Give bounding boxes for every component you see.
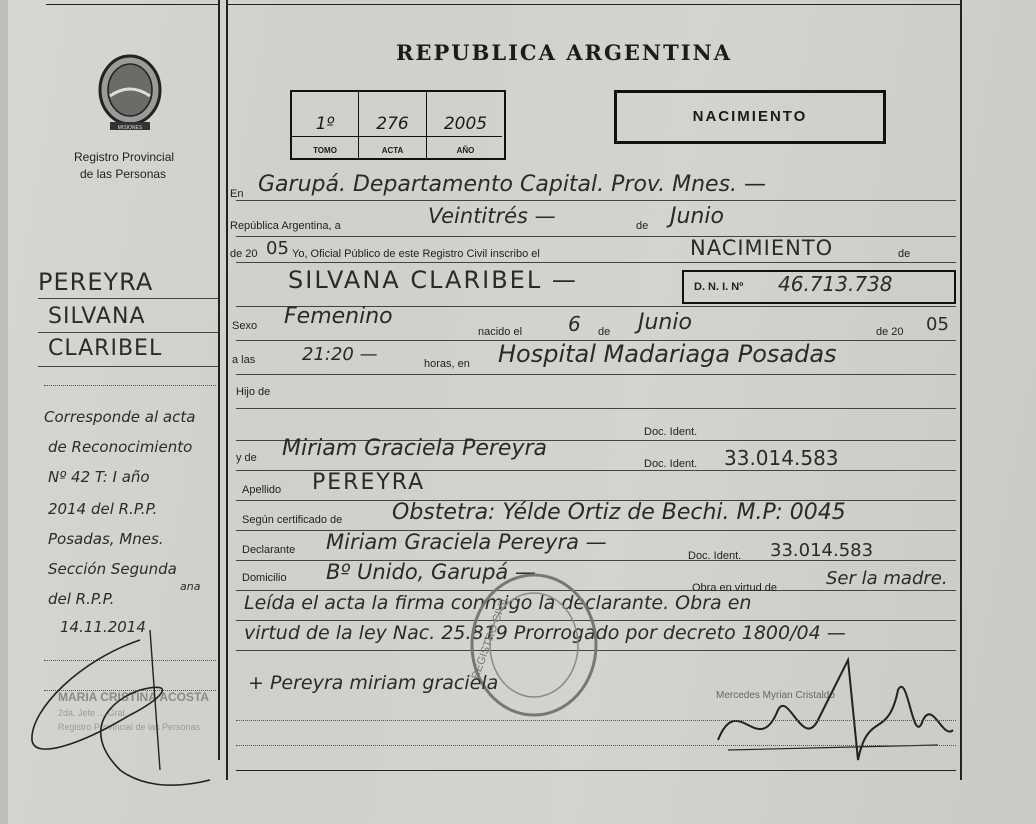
margin-rule [38, 298, 218, 299]
ano-label: AÑO [456, 146, 475, 155]
birth-certificate-page [8, 0, 1036, 824]
ano-cell [427, 92, 504, 158]
time-value: 21:20 — [302, 344, 378, 365]
margin-note-line3: Nº 42 T: I año [48, 468, 150, 486]
declarante-doc-label: Doc. Ident. [688, 550, 742, 562]
year-value: 05 [266, 238, 289, 259]
margin-signature-scribble-icon [20, 620, 240, 800]
margin-note-insert: ana [180, 580, 201, 593]
inscribo-value: NACIMIENTO [690, 236, 834, 260]
acta-cell [359, 92, 427, 158]
child-name: SILVANA CLARIBEL — [288, 266, 578, 294]
father-doc-label: Doc. Ident. [644, 426, 698, 438]
tomo-cell [292, 92, 359, 158]
note-line1: Leída el acta la firma conmigo la declarante. Obra en [244, 592, 752, 614]
place-value: Hospital Madariaga Posadas [498, 340, 837, 368]
signature-right-stamp: Mercedes Myrian Cristaldo [716, 690, 835, 701]
tomo-label: TOMO [313, 146, 337, 155]
dni-value: 46.713.738 [778, 272, 893, 296]
en-value: Garupá. Departamento Capital. Prov. Mnes. — [258, 172, 767, 197]
form-rule [236, 374, 956, 375]
hijo-label: Hijo de [236, 386, 271, 398]
form-rule [236, 408, 956, 409]
registry-name-line1: Registro Provincial [74, 150, 175, 164]
acta-value: 276 [376, 114, 409, 134]
horas-label: horas, en [424, 358, 470, 370]
domicilio-label: Domicilio [242, 572, 287, 584]
obra-label: Obra en virtud de [692, 582, 777, 594]
misiones-coat-of-arms-icon [96, 52, 164, 132]
registry-civil-stamp-icon [464, 570, 604, 720]
record-number-box [290, 90, 506, 160]
obra-value: Ser la madre. [826, 568, 948, 589]
margin-note-line2: de Reconocimiento [48, 438, 193, 456]
dni-box [682, 270, 956, 304]
margin-note-line8: 14.11.2014 [60, 618, 146, 636]
apellido-value: PEREYRA [312, 470, 426, 495]
certificado-value: Obstetra: Yélde Ortiz de Bechi. M.P: 0045 [392, 500, 846, 525]
stamp-right-text: REGISTRO CIVIL [469, 594, 511, 682]
margin-name-line3: CLARIBEL [48, 336, 163, 361]
yde-label: y de [236, 452, 257, 464]
form-rule [236, 770, 956, 771]
de-suffix-label: de [898, 248, 911, 260]
bottom-dotted-line [236, 745, 956, 746]
birth-day-value: 6 [568, 312, 581, 336]
birth-year-value: 05 [926, 314, 949, 335]
seal-text: MISIONES [117, 125, 143, 131]
margin-rule [38, 332, 218, 333]
top-border-right [228, 4, 960, 5]
mother-name: Miriam Graciela Pereyra [282, 436, 547, 461]
declarante-value: Miriam Graciela Pereyra — [326, 530, 607, 554]
dni-label: D. N. I. Nº [694, 281, 744, 293]
certificado-label: Según certificado de [242, 514, 343, 526]
margin-note-line6: Sección Segunda [48, 560, 177, 578]
en-label: En [230, 188, 244, 200]
mother-doc-label: Doc. Ident. [644, 458, 698, 470]
margin-note-line1: Corresponde al acta [44, 408, 196, 426]
margin-note-line7: del R.P.P. [48, 590, 115, 608]
declarante-doc-value: 33.014.583 [770, 540, 874, 561]
margin-name-line2: SILVANA [48, 304, 146, 329]
domicilio-value: Bº Unido, Garupá — [326, 560, 536, 584]
year-prefix-label: de 20 [230, 248, 258, 260]
margin-note-line4: 2014 del R.P.P. [48, 500, 158, 518]
record-type-box [614, 90, 886, 144]
form-rule [236, 200, 956, 201]
declarante-label: Declarante [242, 544, 296, 556]
sexo-value: Femenino [284, 304, 393, 329]
birth-de-label: de [598, 326, 611, 338]
de-label: de [636, 220, 649, 232]
form-rule [236, 236, 956, 237]
margin-stamp-line2: 2da. Jefe ... Gral. [58, 708, 128, 718]
day-value: Veintitrés — [428, 204, 556, 228]
signature-left: + Pereyra miriam graciela [248, 672, 499, 694]
bottom-dotted-line [236, 720, 956, 721]
note-line2: virtud de la ley Nac. 25.819 Prorrogado por decreto 1800/04 — [244, 622, 846, 644]
acta-label: ACTA [381, 146, 404, 155]
oficial-text: Yo, Oficial Público de este Registro Civil inscribo el [292, 248, 540, 260]
margin-rule [38, 366, 218, 367]
registry-name-line2: de las Personas [80, 167, 167, 181]
birth-month-value: Junio [638, 310, 692, 335]
top-border-left [46, 4, 218, 5]
margin-stamp-line1: MARIA CRISTINA ACOSTA [58, 690, 210, 704]
apellido-label: Apellido [242, 484, 282, 496]
republica-label: República Argentina, a [230, 220, 341, 232]
nacido-label: nacido el [478, 326, 523, 338]
alas-label: a las [232, 354, 256, 366]
month-value: Junio [670, 204, 724, 229]
sexo-label: Sexo [232, 320, 258, 332]
ano-value: 2005 [443, 114, 488, 134]
form-right-border [960, 0, 962, 780]
margin-name-line1: PEREYRA [38, 268, 154, 296]
margin-dotted-line [44, 385, 216, 386]
margin-note-line5: Posadas, Mnes. [48, 530, 164, 548]
birth-year-prefix-label: de 20 [876, 326, 904, 338]
record-type-label: NACIMIENTO [692, 108, 808, 125]
record-box-divider [292, 136, 502, 137]
signature-right-scribble-icon [708, 650, 958, 770]
country-title: REPUBLICA ARGENTINA [396, 40, 733, 65]
tomo-value: 1º [315, 114, 335, 134]
form-rule [236, 262, 956, 263]
margin-stamp-line3: Registro Provincial de las Personas [58, 722, 201, 732]
mother-doc-value: 33.014.583 [724, 446, 839, 470]
